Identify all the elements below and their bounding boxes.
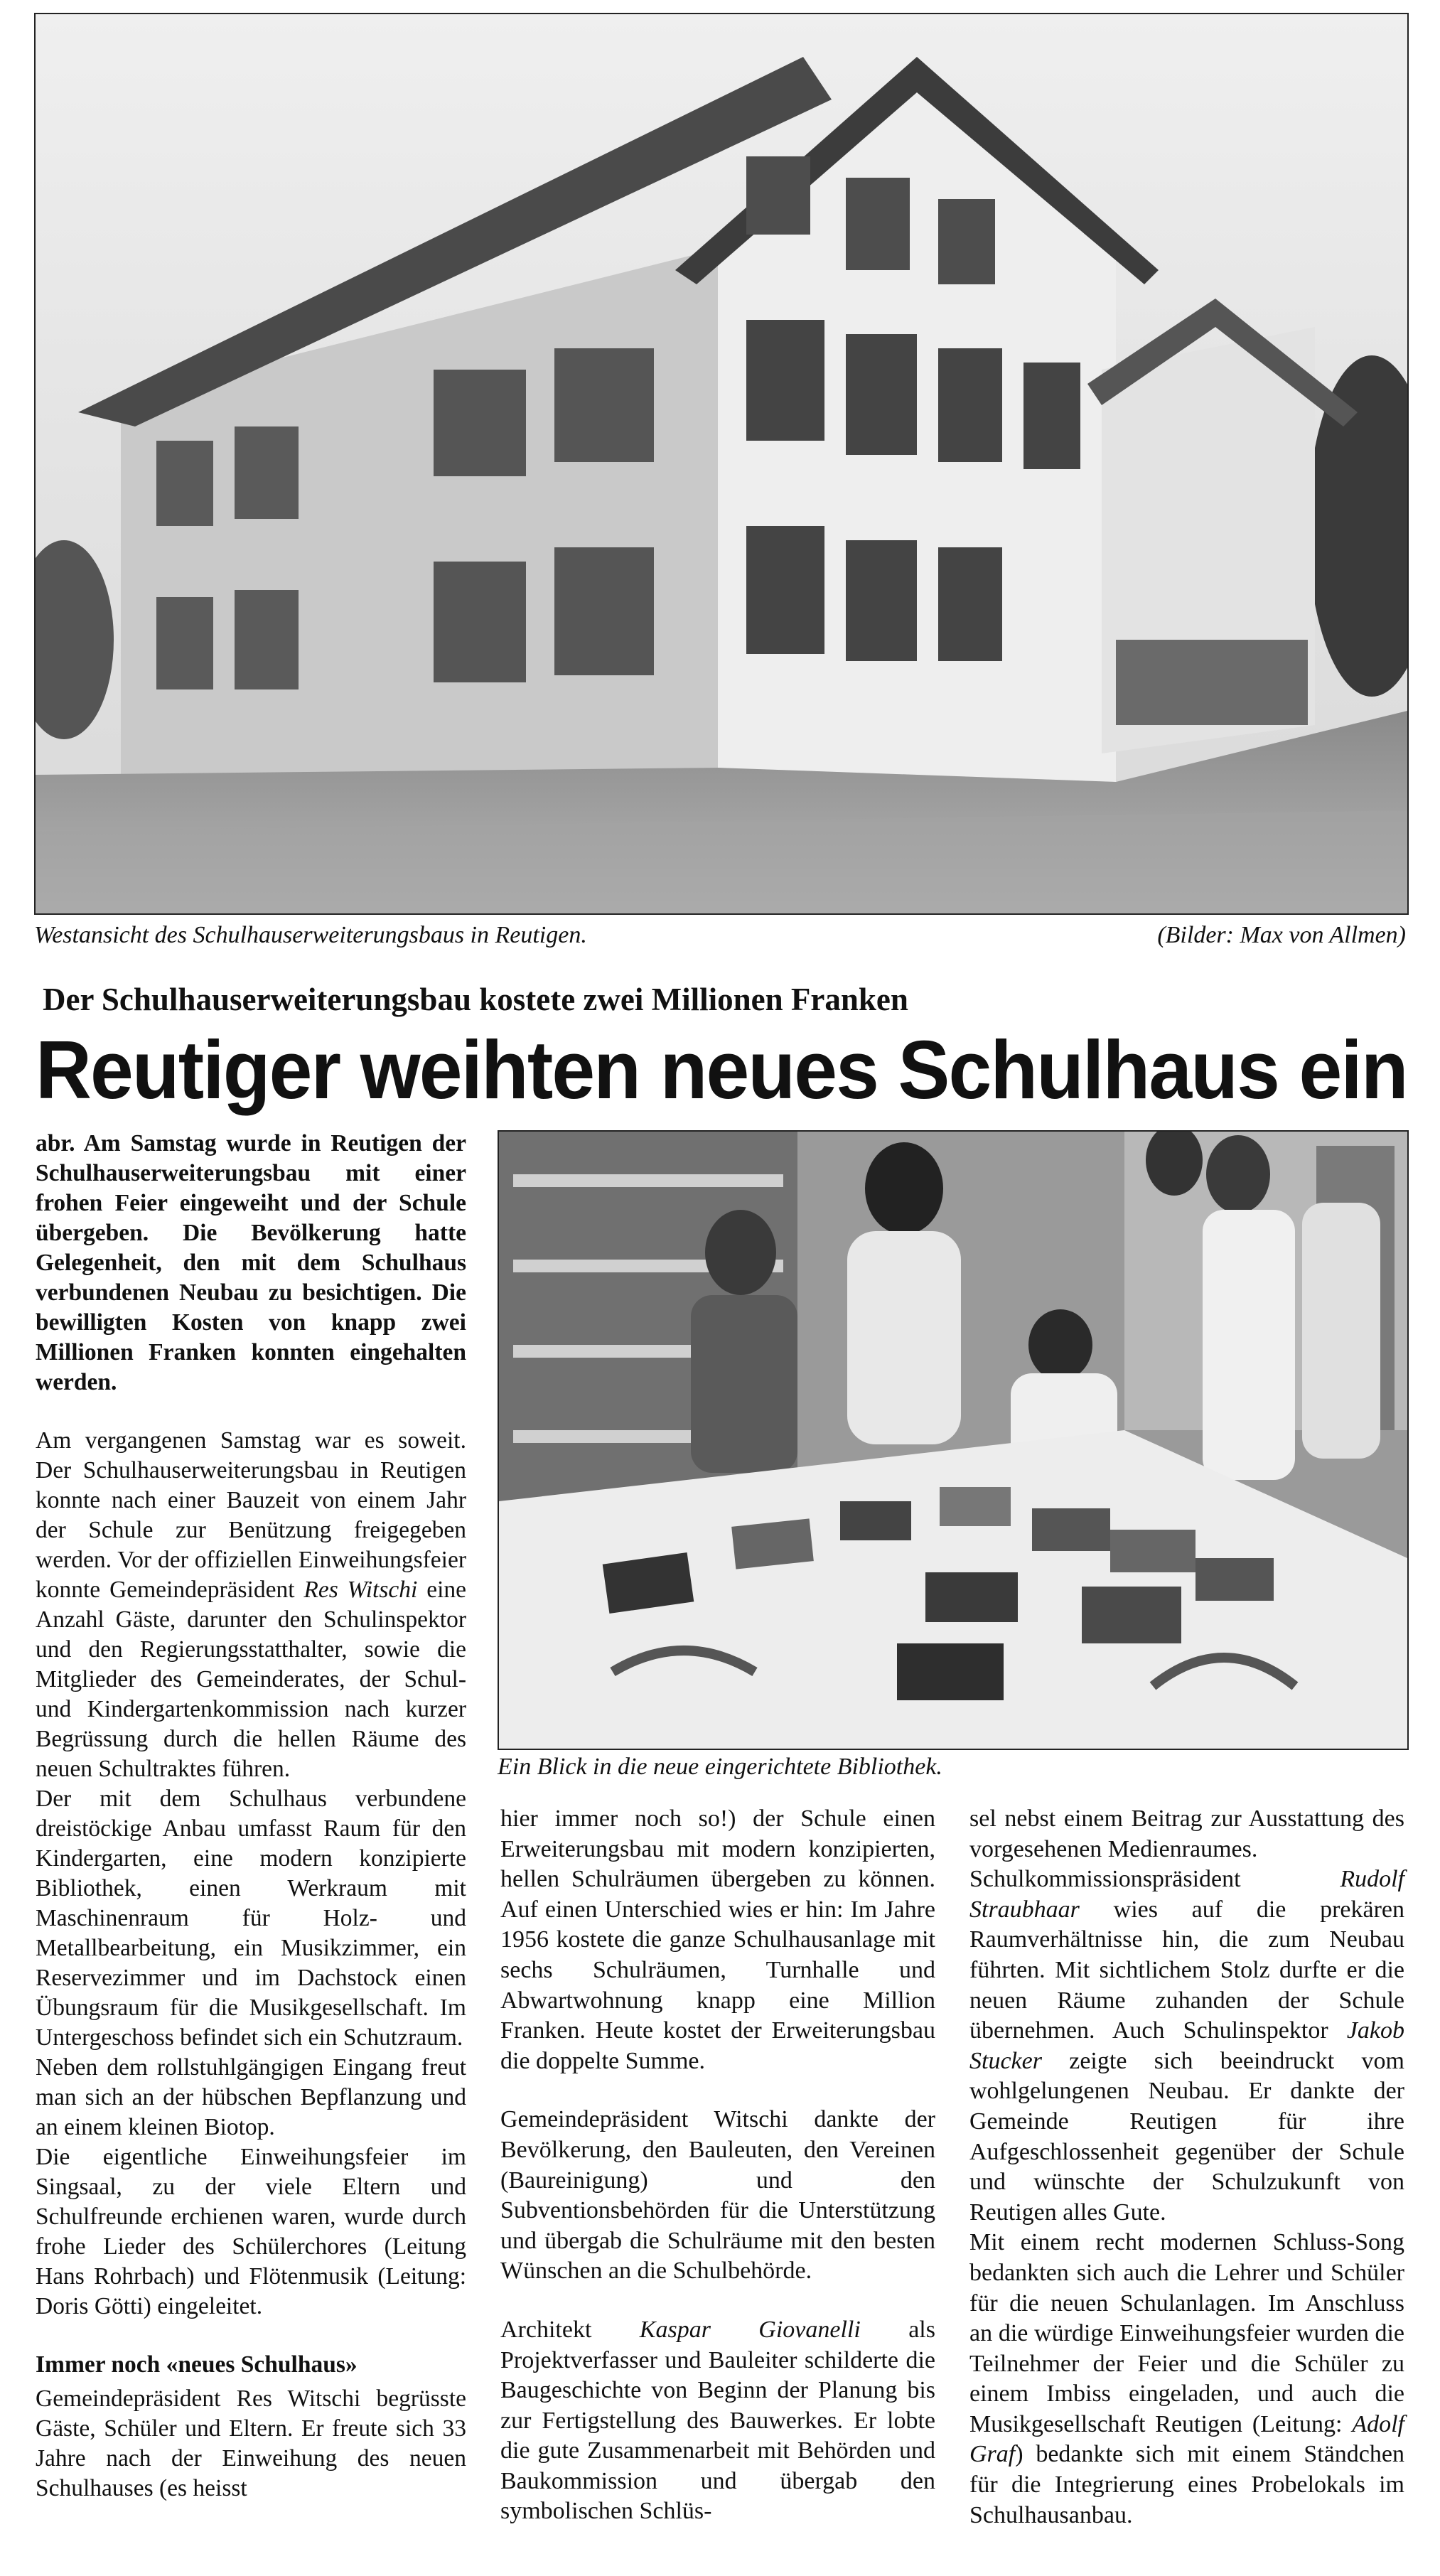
article-column-1 xyxy=(36,1129,466,2503)
article-headline: Reutiger weihten neues Schulhaus ein xyxy=(36,1024,1407,1116)
paragraph-6: hier immer noch so!) der Schule einen Erweiterungsbau mit modern konzipierten, hellen Schulräumen übergeben zu können. Auf einen Unterschied wies er hin: Im Jahre 1956 kostete die ganze Schulhausanlage mit sechs Schulräumen, Turnhalle und Abwartwohnung knapp eine Million Franken. Heute kostet der Erweiterungsbau die doppelte Summe. xyxy=(500,1805,935,2074)
paragraph-5: Gemeindepräsident Res Witschi begrüsste Gäste, Schüler und Eltern. Er freute sich 33 Jahre nach der Einweihung des neuen Schulhauses (es heisst xyxy=(36,2386,466,2501)
photo-credit: (Bilder: Max von Allmen) xyxy=(1157,922,1406,948)
building-photo-caption: Westansicht des Schulhauserweiterungsbaus in Reutigen. xyxy=(34,922,587,948)
library-photo-caption: Ein Blick in die neue eingerichtete Bibliothek. xyxy=(498,1754,942,1780)
paragraph-11: Mit einem recht modernen Schluss-Song bedankten sich auch die Lehrer und Schüler für die neuen Schulanlagen. Im Anschluss an die würdige Einweihungsfeier wurden die Teilnehmer der Feier und die Schüler zu einem Imbiss eingeladen, und auch die Musikgesellschaft Reutigen (Leitung: Adolf Graf) bedankte sich mit einem Ständchen für die Integrierung eines Probelokals im Schulhausanbau. xyxy=(969,2229,1404,2528)
paragraph-9: sel nebst einem Beitrag zur Ausstattung des vorgesehenen Medienraumes. xyxy=(969,1805,1404,1862)
library-photo xyxy=(498,1130,1409,1750)
section-subhead: Immer noch «neues Schulhaus» xyxy=(36,2351,358,2378)
paragraph-1: Am vergangenen Samstag war es soweit. Der Schulhauserweiterungsbau in Reutigen konnte nach einer Bauzeit von einem Jahr der Schule zur Benützung freigegeben werden. Vor der offiziellen Einweihungsfeier konnte Gemeindepräsident Res Witschi eine Anzahl Gäste, darunter den Schulinspektor und den Regierungsstatthalter, sowie die Mitglieder des Gemeinderates, der Schul- und Kindergartenkommission nach kurzer Begrüssung durch die hellen Räume des neuen Schultraktes führen. xyxy=(36,1427,467,1782)
article-subtitle: Der Schulhauserweiterungsbau kostete zwei Millionen Franken xyxy=(43,982,908,1017)
article-column-3 xyxy=(969,1804,1404,2531)
paragraph-8: Architekt Kaspar Giovanelli als Projektverfasser und Bauleiter schilderte die Baugeschichte von Beginn der Planung bis zur Fertigstellung des Bauwerkes. Er lobte die gute Zusammenarbeit mit Behörden und Baukommission und übergab den symbolischen Schlüs- xyxy=(500,2316,935,2525)
paragraph-10: Schulkommissionspräsident Rudolf Straubhaar wies auf die prekären Raumverhältnisse hin, die zum Neubau führten. Mit sichtlichem Stolz durfte er die neuen Räume zuhanden der Schule übernehmen. Auch Schulinspektor Jakob Stucker zeigte sich beeindruckt vom wohlgelungenen Neubau. Er dankte der Gemeinde Reutigen für ihre Aufgeschlossenheit gegenüber der Schule und wünschte der Schulzukunft von Reutigen alles Gute. xyxy=(969,1866,1404,2226)
paragraph-3: Neben dem rollstuhlgängigen Eingang freut man sich an der hübschen Bepflanzung und an einem kleinen Biotop. xyxy=(36,2054,466,2140)
school-building-photo xyxy=(34,13,1409,915)
article-lead: abr. Am Samstag wurde in Reutigen der Schulhauserweiterungsbau mit einer frohen Feier eingeweiht und der Schule übergeben. Die Bevölkerung hatte Gelegenheit, den mit dem Schulhaus verbundenen Neubau zu besichtigen. Die bewilligten Kosten von knapp zwei Millionen Franken konnten eingehalten werden. xyxy=(36,1130,466,1395)
paragraph-7: Gemeindepräsident Witschi dankte der Bevölkerung, den Bauleuten, den Vereinen (Baureinigung) und den Subventionsbehörden für die Unterstützung und übergab die Schulräume mit den besten Wünschen an die Schulbehörde. xyxy=(500,2106,935,2285)
paragraph-4: Die eigentliche Einweihungsfeier im Singsaal, zu der viele Eltern und Schulfreunde erchienen waren, wurde durch frohe Lieder des Schülerchores (Leitung Hans Rohrbach) und Flötenmusik (Leitung: Doris Götti) eingeleitet. xyxy=(36,2144,466,2319)
article-column-2 xyxy=(500,1804,935,2527)
paragraph-2: Der mit dem Schulhaus verbundene dreistöckige Anbau umfasst Raum für den Kindergarten, eine modern konzipierte Bibliothek, einen Werkraum mit Maschinenraum für Holz- und Metallbearbeitung, ein Musikzimmer, ein Reservezimmer und im Dachstock einen Übungsraum für die Musikgesellschaft. Im Untergeschoss befindet sich ein Schutzraum. xyxy=(36,1786,466,2051)
